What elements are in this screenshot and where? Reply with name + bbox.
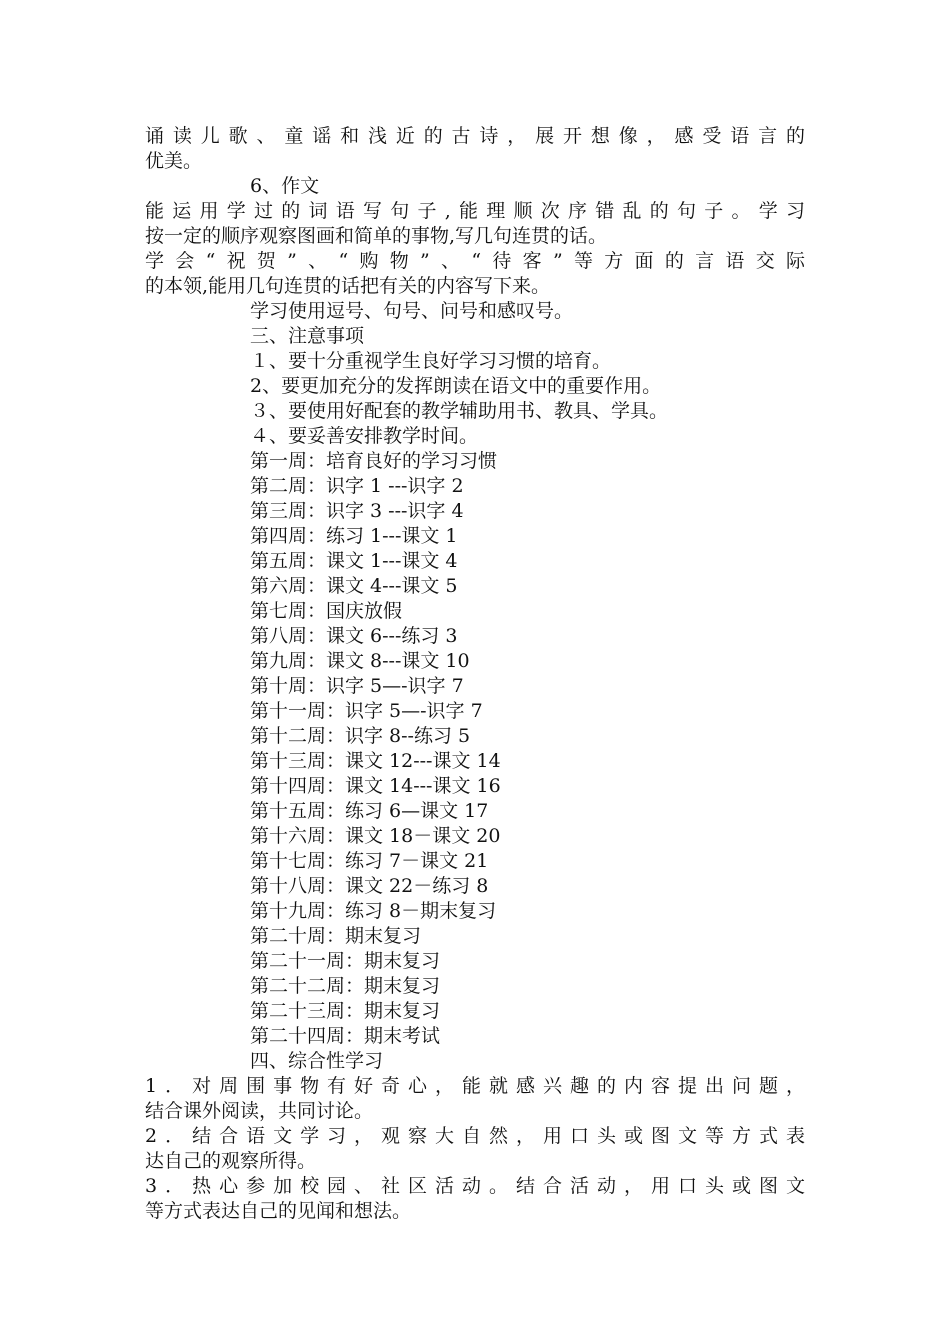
schedule-row: 第十周：识字 5—-识字 7 <box>250 675 464 697</box>
schedule-row: 第二十周：期末复习 <box>250 925 422 947</box>
schedule-row: 第七周：国庆放假 <box>250 600 403 622</box>
notes-item: ４、要妥善安排教学时间。 <box>250 425 479 447</box>
section-heading-composition: 6、作文 <box>250 175 320 197</box>
schedule-row: 第十三周：课文 12---课文 14 <box>250 750 501 772</box>
reading-paragraph-line-2: 优美。 <box>145 150 203 172</box>
schedule-row: 第二十三周：期末复习 <box>250 1000 441 1022</box>
section-heading-comprehensive-learning: 四、综合性学习 <box>250 1050 384 1072</box>
schedule-row: 第十八周：课文 22－练习 8 <box>250 875 489 897</box>
schedule-row: 第十四周：课文 14---课文 16 <box>250 775 501 797</box>
schedule-row: 第四周：练习 1---课文 1 <box>250 525 458 547</box>
schedule-row: 第九周：课文 8---课文 10 <box>250 650 470 672</box>
schedule-row: 第二十二周：期末复习 <box>250 975 441 997</box>
schedule-row: 第二十四周：期末考试 <box>250 1025 441 1047</box>
schedule-row: 第十二周：识字 8--练习 5 <box>250 725 471 747</box>
composition-paragraph-2-line-1: 学会“祝贺”、“购物”、“待客”等方面的言语交际 <box>145 250 805 272</box>
schedule-row: 第十五周：练习 6—课文 17 <box>250 800 489 822</box>
schedule-row: 第十七周：练习 7－课文 21 <box>250 850 489 872</box>
notes-item: ３、要使用好配套的教学辅助用书、教具、学具。 <box>250 400 669 422</box>
reading-paragraph-line-1: 诵读儿歌、童谣和浅近的古诗，展开想像，感受语言的 <box>145 125 805 147</box>
comprehensive-item-1-line-2: 结合课外阅读，共同讨论。 <box>145 1100 374 1122</box>
composition-paragraph-3: 学习使用逗号、句号、问号和感叹号。 <box>250 300 574 322</box>
schedule-row: 第二十一周：期末复习 <box>250 950 441 972</box>
comprehensive-item-3-line-2: 等方式表达自己的见闻和想法。 <box>145 1200 412 1222</box>
section-heading-notes: 三、注意事项 <box>250 325 365 347</box>
composition-paragraph-1-line-2: 按一定的顺序观察图画和简单的事物,写几句连贯的话。 <box>145 225 608 247</box>
schedule-row: 第二周：识字 1 ---识字 2 <box>250 475 464 497</box>
schedule-row: 第一周：培育良好的学习习惯 <box>250 450 498 472</box>
comprehensive-item-3-line-1: 3．热心参加校园、社区活动。结合活动，用口头或图文 <box>145 1175 805 1197</box>
comprehensive-item-1-line-1: 1．对周围事物有好奇心，能就感兴趣的内容提出问题， <box>145 1075 805 1097</box>
comprehensive-item-2-line-2: 达自己的观察所得。 <box>145 1150 317 1172</box>
schedule-row: 第五周：课文 1---课文 4 <box>250 550 458 572</box>
schedule-row: 第八周：课文 6---练习 3 <box>250 625 458 647</box>
schedule-row: 第十六周：课文 18－课文 20 <box>250 825 501 847</box>
schedule-row: 第十九周：练习 8－期末复习 <box>250 900 497 922</box>
notes-item: 2、要更加充分的发挥朗读在语文中的重要作用。 <box>250 375 662 397</box>
schedule-row: 第六周：课文 4---课文 5 <box>250 575 458 597</box>
schedule-row: 第三周：识字 3 ---识字 4 <box>250 500 464 522</box>
schedule-row: 第十一周：识字 5—-识字 7 <box>250 700 483 722</box>
composition-paragraph-1-line-1: 能运用学过的词语写句子,能理顺次序错乱的句子。学习 <box>145 200 805 222</box>
composition-paragraph-2-line-2: 的本领,能用几句连贯的话把有关的内容写下来。 <box>145 275 551 297</box>
comprehensive-item-2-line-1: 2．结合语文学习，观察大自然，用口头或图文等方式表 <box>145 1125 805 1147</box>
notes-item: １、要十分重视学生良好学习习惯的培育。 <box>250 350 612 372</box>
